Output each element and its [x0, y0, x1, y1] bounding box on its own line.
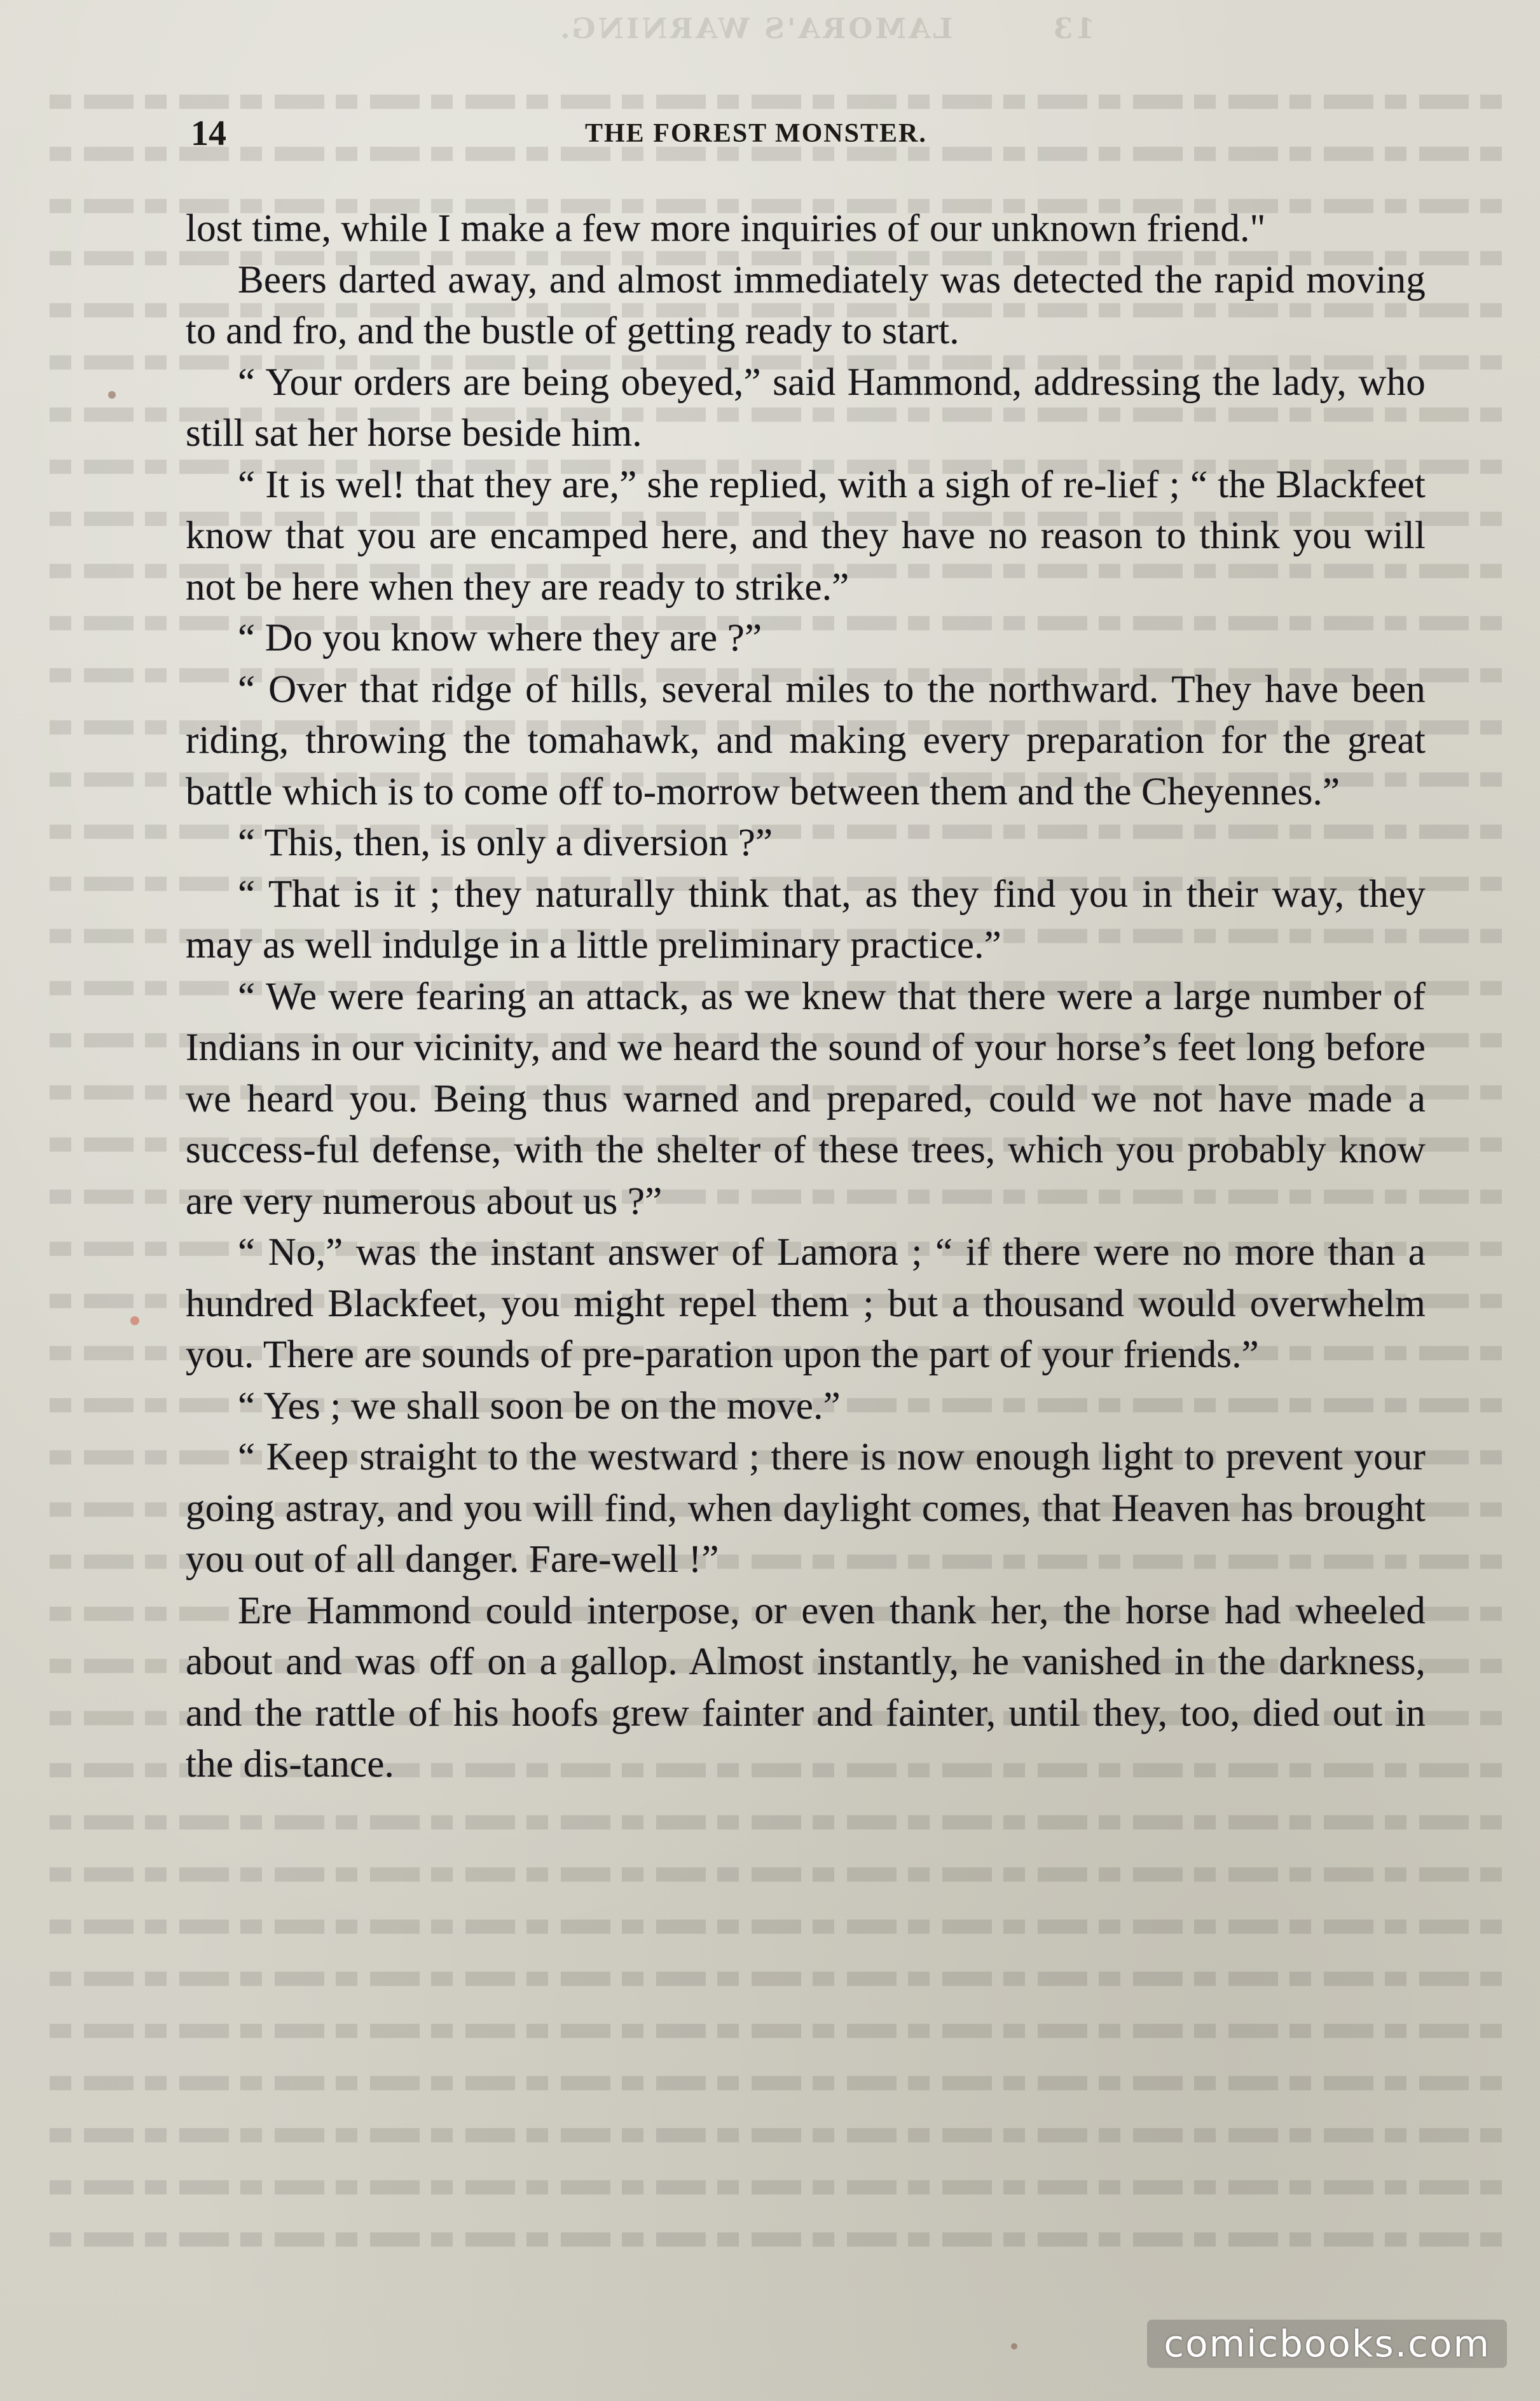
show-through-line — [39, 1815, 1502, 1829]
paragraph: “ Keep straight to the westward ; there is now enough light to prevent your going astray, and you will find, when daylight comes, that Heaven has brought you out of all danger. Fare-well !” — [186, 1436, 1426, 1581]
show-through-line — [39, 2024, 1502, 2038]
paragraph: “ Yes ; we shall soon be on the move.” — [238, 1384, 841, 1428]
paragraph: Beers darted away, and almost immediately was detected the rapid moving to and fro, and the bustle of getting ready to start. — [186, 258, 1426, 352]
show-through-line — [39, 2180, 1502, 2194]
paragraph: “ Do you know where they are ?” — [238, 617, 762, 659]
show-through-line — [39, 2076, 1502, 2090]
paragraph: “ Over that ridge of hills, several miles to the northward. They have been riding, throwing the tomahawk, and making every preparation for the great battle which is to come off to-morrow between them and the Cheyennes.” — [186, 668, 1426, 813]
show-through-line — [39, 2232, 1502, 2246]
running-header — [191, 113, 1424, 158]
paragraph: Ere Hammond could interpose, or even thank her, the horse had wheeled about and was off on a gallop. Almost instantly, he vanished in the darkness, and the rattle of his hoofs grew fainter and fainter, until they, too, died out in the dis-tance. — [186, 1589, 1426, 1785]
show-through-line — [39, 95, 1502, 109]
show-through-header — [205, 13, 1095, 45]
body-text — [186, 203, 1426, 1791]
show-through-page-number: 13 — [1050, 13, 1095, 45]
running-title: THE FOREST MONSTER. — [585, 119, 927, 148]
watermark: comicbooks.com — [1147, 2320, 1507, 2368]
show-through-line — [39, 1972, 1502, 1986]
show-through-line — [39, 1868, 1502, 1882]
page-number: 14 — [191, 114, 226, 153]
paragraph: “ No,” was the instant answer of Lamora ; “ if there were no more than a hundred Blackfeet, you might repel them ; but a thousand would overwhelm you. There are sounds of pre-paration upon the part of your friends.” — [186, 1231, 1426, 1376]
ink-speck — [1011, 2343, 1017, 2349]
paragraph: “ Your orders are being obeyed,” said Hammond, addressing the lady, who still sat her horse beside him. — [186, 361, 1426, 455]
ink-speck — [130, 1316, 139, 1325]
paragraph: “ We were fearing an attack, as we knew that there were a large number of Indians in our vicinity, and we heard the sound of your horse’s feet long before we heard you. Being thus warned and prepared, could we not have made a success-ful defense, with the shelter of these trees, which you probably know are very numerous about us ?” — [186, 975, 1426, 1223]
paragraph: lost time, while I make a few more inquiries of our unknown friend." — [186, 207, 1266, 250]
ink-speck — [108, 391, 116, 399]
show-through-line — [39, 1920, 1502, 1934]
paragraph: “ It is wel! that they are,” she replied, with a sigh of re-lief ; “ the Blackfeet know that you are encamped here, and they have no reason to think you will not be here when they are ready to strike.” — [186, 463, 1426, 609]
paragraph: “ This, then, is only a diversion ?” — [238, 822, 773, 864]
show-through-title: LAMORA'S WARNING. — [558, 13, 953, 45]
paragraph: “ That is it ; they naturally think that, as they find you in their way, they may as well indulge in a little preliminary practice.” — [186, 872, 1426, 967]
show-through-line — [39, 2128, 1502, 2142]
